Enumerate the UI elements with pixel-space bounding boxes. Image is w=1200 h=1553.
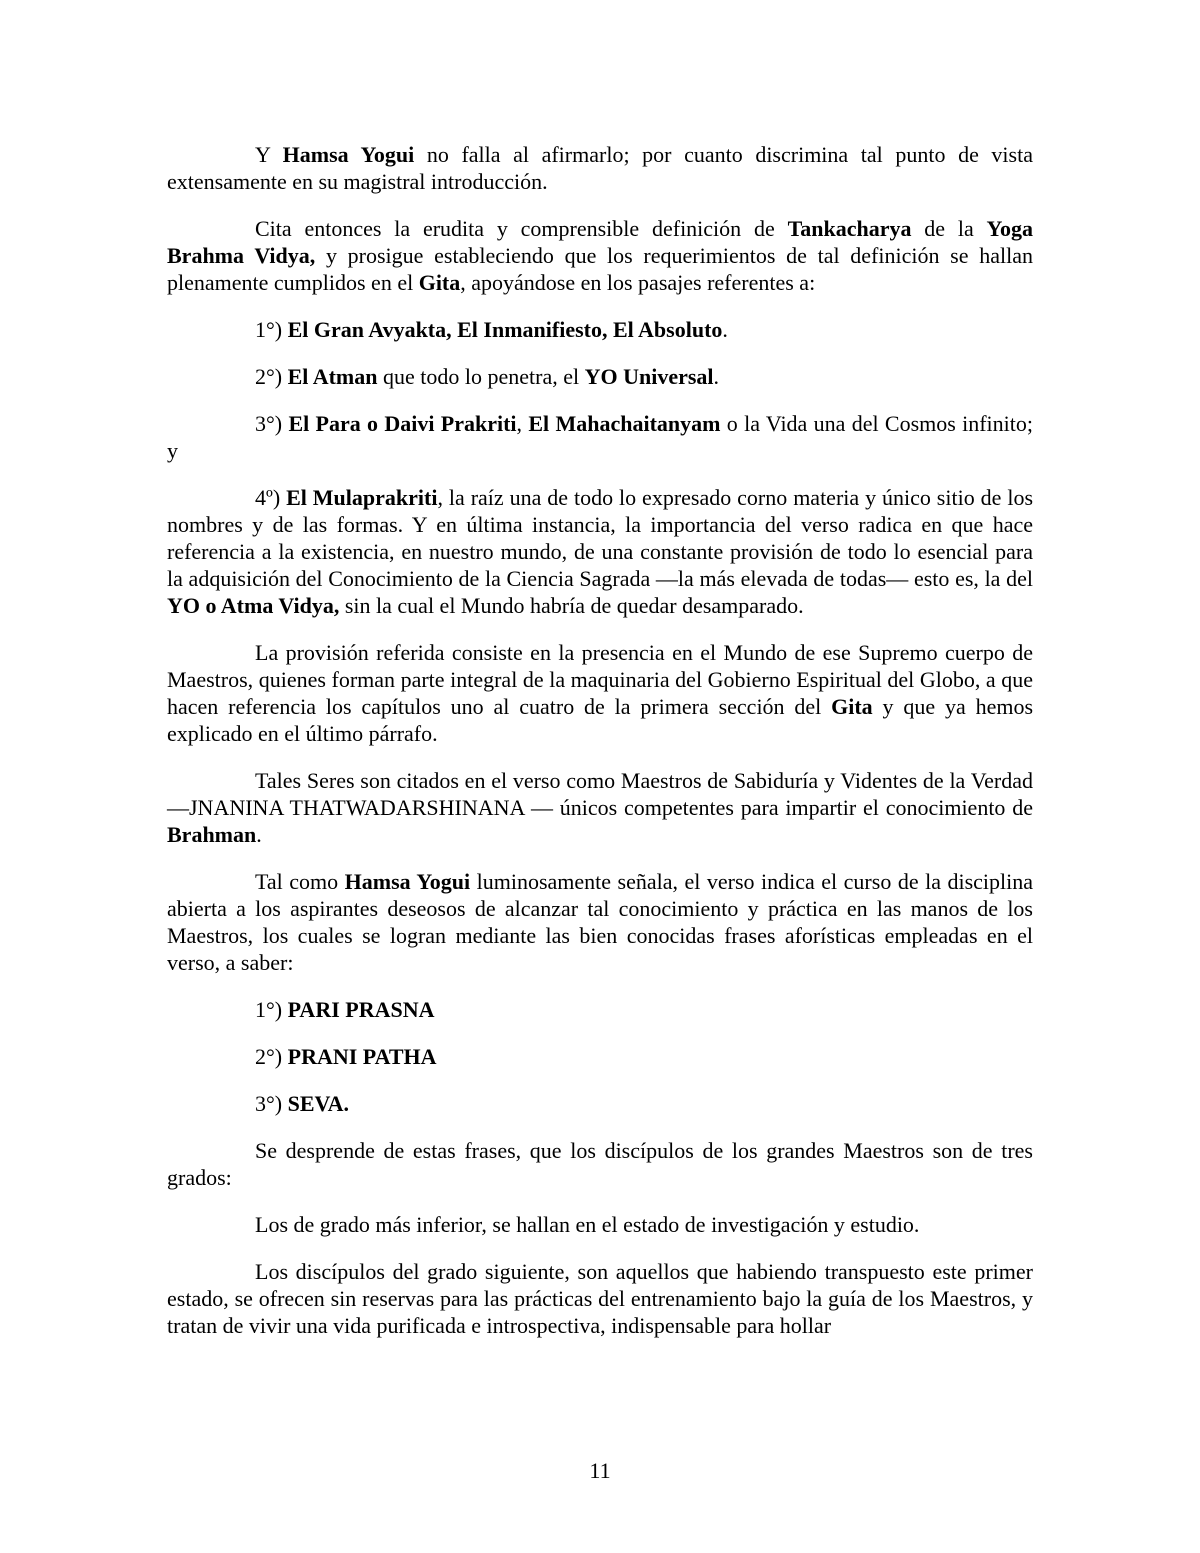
text-run: Y (255, 142, 283, 167)
text-run: Se desprende de estas frases, que los discípulos de los grandes Maestros son de tres grados: (167, 1138, 1033, 1190)
text-run: o la Vida una del Cosmos infinito; y (167, 411, 1034, 463)
text-run: 3°) (255, 1091, 288, 1116)
body-paragraph (167, 639, 1033, 747)
bold-text: Hamsa Yogui (282, 142, 415, 167)
text-run: 4º) (255, 485, 287, 510)
body-paragraph (167, 767, 1033, 848)
document-body (167, 141, 1033, 1339)
list-item-paragraph (167, 363, 1033, 390)
text-run: 1°) (255, 997, 288, 1022)
bold-text: El Para o Daivi Prakriti (288, 411, 517, 436)
bold-text: SEVA. (287, 1091, 349, 1116)
bold-text: Yoga Brahma Vidya, (167, 216, 1033, 268)
bold-text: Tankacharya (787, 216, 912, 241)
text-run: , apoyándose en los pasajes referentes a: (460, 270, 816, 295)
text-run: Tal como (255, 869, 345, 894)
bold-text: El Gran Avyakta, El Inmanifiesto, El Absoluto (287, 317, 723, 342)
text-run: luminosamente señala, el verso indica el curso de la disciplina abierta a los aspirantes deseosos de alcanzar tal conocimiento y práctica en las manos de los Maestros, los cuales se logran mediante las bien conocidas frases aforísticas empleadas en el verso, a saber: (167, 869, 1033, 975)
body-paragraph (167, 484, 1033, 619)
text-run: La provisión referida consiste en la presencia en el Mundo de ese Supremo cuerpo de Maestros, quienes forman parte integral de la maquinaria del Gobierno Espiritual del Globo, a que hacen referencia los capítulos uno al cuatro de la primera sección del (167, 640, 1033, 719)
bold-text: YO o Atma Vidya, (167, 593, 340, 618)
page-number: 11 (589, 1458, 611, 1483)
text-run: sin la cual el Mundo habría de quedar desamparado. (339, 593, 804, 618)
text-run: 2°) (255, 1044, 288, 1069)
body-paragraph (167, 410, 1033, 464)
bold-text: Gita (831, 694, 873, 719)
body-paragraph (167, 215, 1033, 296)
text-run: 3°) (255, 411, 289, 436)
list-item-paragraph (167, 316, 1033, 343)
text-run: que todo lo penetra, el (377, 364, 585, 389)
bold-text: El Mahachaitanyam (528, 411, 721, 436)
bold-text: PRANI PATHA (287, 1044, 437, 1069)
bold-text: Brahman (167, 822, 257, 847)
text-run: y prosigue estableciendo que los requerimientos de tal definición se hallan plenamente cumplidos en el (167, 243, 1033, 295)
body-paragraph (167, 141, 1033, 195)
text-run: . (256, 822, 262, 847)
text-run: . (713, 364, 720, 389)
text-run: 1°) (255, 317, 288, 342)
text-run: 2°) (255, 364, 288, 389)
list-item-paragraph (167, 1043, 1033, 1070)
bold-text: Hamsa Yogui (344, 869, 471, 894)
body-paragraph (167, 1137, 1033, 1191)
list-item-paragraph (167, 996, 1033, 1023)
text-run: Tales Seres son citados en el verso como Maestros de Sabiduría y Videntes de la Verdad —JNANINA THATWADARSHINANA — únicos competentes para impartir el conocimiento de (167, 768, 1033, 820)
list-item-paragraph (167, 1090, 1033, 1117)
text-run: , (516, 411, 529, 436)
text-run: Cita entonces la erudita y comprensible definición de (255, 216, 788, 241)
text-run: y que ya hemos explicado en el último párrafo. (167, 694, 1034, 746)
body-paragraph (167, 1258, 1033, 1339)
text-run: , la raíz una de todo lo expresado corno materia y único sitio de los nombres y de las formas. Y en última instancia, la importancia del verso radica en que hace referencia a la existencia, en nuestro mundo, de una constante provisión de todo lo esencial para la adquisición del Conocimiento de la Ciencia Sagrada —la más elevada de todas— esto es, la del (167, 485, 1033, 591)
text-run: Los discípulos del grado siguiente, son aquellos que habiendo transpuesto este primer estado, se ofrecen sin reservas para las prácticas del entrenamiento bajo la guía de los Maestros, y tratan de vivir una vida purificada e introspectiva, indispensable para hollar (167, 1259, 1033, 1338)
bold-text: PARI PRASNA (287, 997, 435, 1022)
body-paragraph (167, 868, 1033, 976)
bold-text: YO Universal (584, 364, 714, 389)
bold-text: El Atman (287, 364, 378, 389)
text-run: . (722, 317, 728, 342)
bold-text: El Mulaprakriti (286, 485, 438, 510)
text-run: de la (911, 216, 987, 241)
list-item-paragraph (167, 1211, 1033, 1238)
bold-text: Gita (418, 270, 461, 295)
text-run: no falla al afirmarlo; por cuanto discrimina tal punto de vista extensamente en su magistral introducción. (167, 142, 1033, 194)
text-run: Los de grado más inferior, se hallan en el estado de investigación y estudio. (255, 1212, 920, 1237)
